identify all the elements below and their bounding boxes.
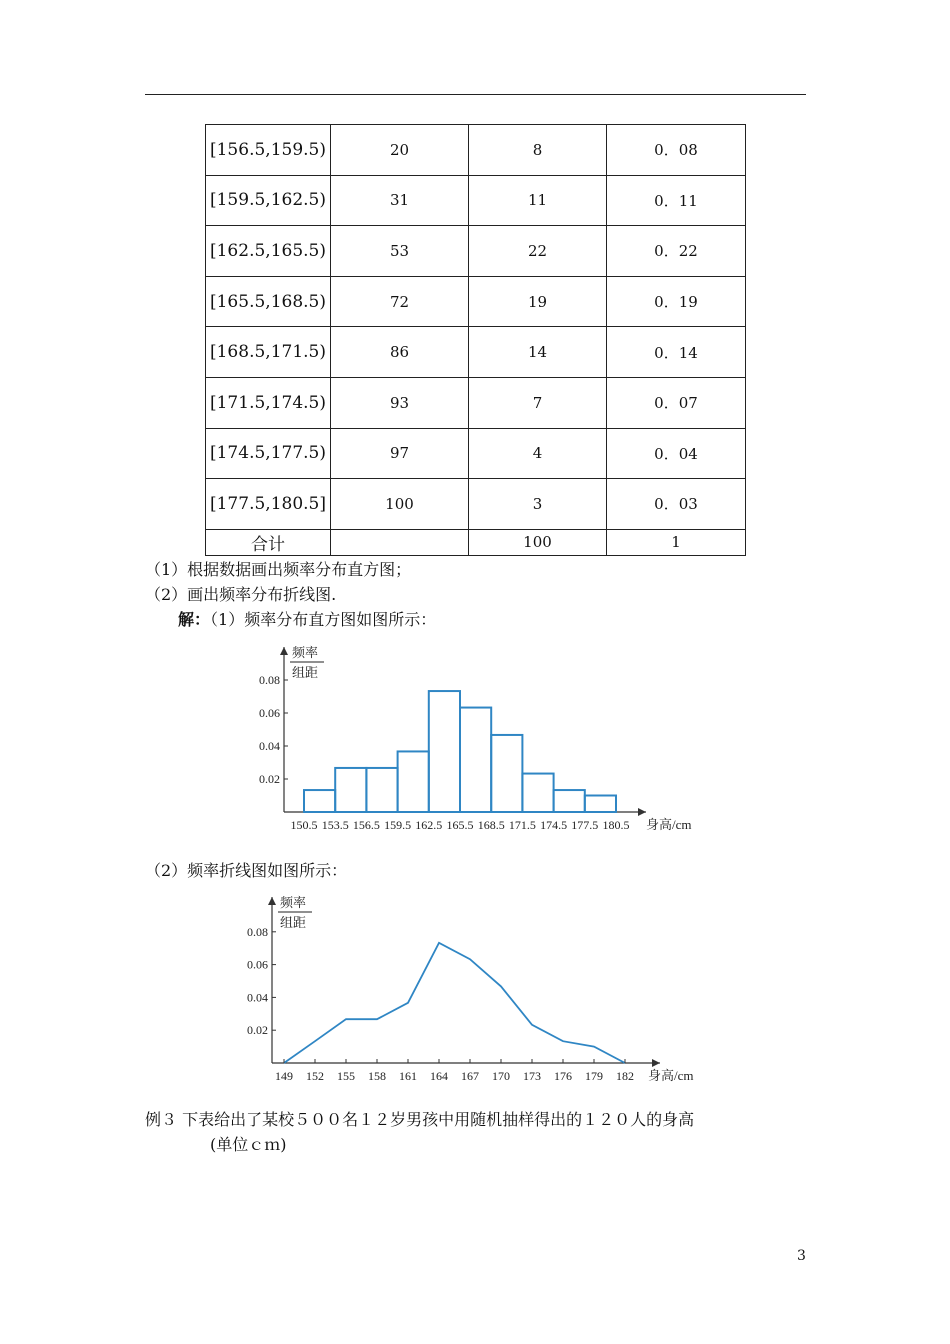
- cumulative-cell: 31: [331, 175, 469, 226]
- frequency-table: [205, 124, 746, 556]
- x-tick-label: 161: [399, 1069, 417, 1083]
- histogram-bar: [491, 735, 522, 812]
- frequency-cell: 19: [469, 276, 607, 327]
- rate-cell: 0．03: [607, 479, 746, 530]
- y-tick-label: 0.02: [259, 772, 280, 786]
- table-row: [206, 479, 746, 530]
- solution-1: [178, 607, 436, 630]
- frequency-cell: 3: [469, 479, 607, 530]
- x-axis-arrow: [638, 808, 646, 816]
- frequency-cell: 7: [469, 377, 607, 428]
- total-label-cell: 合计: [206, 529, 331, 555]
- cumulative-cell: 97: [331, 428, 469, 479]
- table-row: [206, 276, 746, 327]
- rate-cell: 0．11: [607, 175, 746, 226]
- x-tick-label: 170: [492, 1069, 510, 1083]
- x-tick-label: 153.5: [321, 818, 349, 832]
- cumulative-cell: 53: [331, 226, 469, 277]
- x-tick-label: 168.5: [477, 818, 505, 832]
- x-tick-label: 177.5: [571, 818, 599, 832]
- solution-label: 解：: [178, 610, 211, 629]
- total-cumulative-cell: [331, 529, 469, 555]
- x-tick-label: 176: [554, 1069, 572, 1083]
- interval-cell: [159.5,162.5): [206, 175, 331, 226]
- table-row: [206, 125, 746, 176]
- x-tick-label: 180.5: [602, 818, 630, 832]
- table-row: [206, 226, 746, 277]
- solution-1-text: （1）频率分布直方图如图所示：: [210, 610, 437, 629]
- frequency-polyline: [284, 943, 625, 1063]
- rate-cell: 0．07: [607, 377, 746, 428]
- frequency-cell: 14: [469, 327, 607, 378]
- interval-cell: [156.5,159.5): [206, 125, 331, 176]
- histogram-chart: [250, 635, 710, 840]
- rate-cell: 0．19: [607, 276, 746, 327]
- table-row: [206, 327, 746, 378]
- cumulative-cell: 93: [331, 377, 469, 428]
- y-tick-label: 0.08: [247, 924, 268, 939]
- histogram-bar: [522, 774, 553, 812]
- cumulative-cell: 20: [331, 125, 469, 176]
- interval-cell: [174.5,177.5): [206, 428, 331, 479]
- histogram-bar: [554, 790, 585, 812]
- x-tick-label: 150.5: [290, 818, 318, 832]
- frequency-cell: 8: [469, 125, 607, 176]
- x-tick-label: 155: [337, 1069, 355, 1083]
- line-chart: [240, 885, 710, 1090]
- frequency-cell: 4: [469, 428, 607, 479]
- x-tick-label: 167: [461, 1069, 479, 1083]
- frequency-cell: 11: [469, 175, 607, 226]
- y-label-bottom: 组距: [292, 665, 319, 680]
- interval-cell: [162.5,165.5): [206, 226, 331, 277]
- histogram-bar: [335, 768, 366, 812]
- x-tick-label: 174.5: [540, 818, 568, 832]
- question-2: （2）画出频率分布折线图.: [145, 585, 337, 604]
- frequency-cell: 22: [469, 226, 607, 277]
- histogram-bar: [398, 751, 429, 812]
- unit-note: (单位ｃｍ): [210, 1135, 287, 1154]
- y-tick-label: 0.06: [247, 957, 268, 972]
- x-tick-label: 156.5: [352, 818, 380, 832]
- interval-cell: [168.5,171.5): [206, 327, 331, 378]
- total-row: [206, 529, 746, 555]
- x-tick-label: 152: [306, 1069, 324, 1083]
- x-tick-label: 171.5: [508, 818, 536, 832]
- rate-cell: 0．08: [607, 125, 746, 176]
- page-number: 3: [797, 1248, 806, 1264]
- rate-cell: 0．22: [607, 226, 746, 277]
- x-tick-label: 162.5: [415, 818, 443, 832]
- total-rate-cell: 1: [607, 529, 746, 555]
- cumulative-cell: 72: [331, 276, 469, 327]
- example-3: 例３ 下表给出了某校５００名１２岁男孩中用随机抽样得出的１２０人的身高: [145, 1110, 695, 1129]
- y-tick-label: 0.04: [247, 990, 268, 1005]
- x-tick-label: 159.5: [384, 818, 412, 832]
- histogram-bar: [585, 796, 616, 813]
- rate-cell: 0．04: [607, 428, 746, 479]
- cumulative-cell: 100: [331, 479, 469, 530]
- cumulative-cell: 86: [331, 327, 469, 378]
- solution-2: （2）频率折线图如图所示：: [145, 861, 348, 880]
- x-tick-label: 164: [430, 1069, 448, 1083]
- histogram-bar: [304, 790, 335, 812]
- y-axis-arrow: [268, 897, 276, 905]
- x-axis-label: 身高/cm: [646, 817, 692, 832]
- x-axis-label: 身高/cm: [648, 1068, 694, 1083]
- table-row: [206, 428, 746, 479]
- x-tick-label: 182: [616, 1069, 634, 1083]
- question-1: （1）根据数据画出频率分布直方图；: [145, 560, 412, 579]
- interval-cell: [171.5,174.5): [206, 377, 331, 428]
- x-axis-arrow: [652, 1059, 660, 1067]
- interval-cell: [165.5,168.5): [206, 276, 331, 327]
- y-tick-label: 0.02: [247, 1023, 268, 1038]
- histogram-bar: [366, 768, 397, 812]
- total-frequency-cell: 100: [469, 529, 607, 555]
- y-label-top: 频率: [292, 645, 319, 660]
- header-rule: [145, 94, 806, 95]
- x-tick-label: 179: [585, 1069, 603, 1083]
- x-tick-label: 149: [275, 1069, 293, 1083]
- x-tick-label: 173: [523, 1069, 541, 1083]
- y-tick-label: 0.06: [259, 706, 280, 720]
- y-label-top: 频率: [280, 895, 307, 910]
- y-axis-arrow: [280, 647, 288, 655]
- x-tick-label: 158: [368, 1069, 386, 1083]
- table-row: [206, 377, 746, 428]
- interval-cell: [177.5,180.5]: [206, 479, 331, 530]
- y-tick-label: 0.04: [259, 739, 280, 753]
- table-row: [206, 175, 746, 226]
- histogram-bar: [460, 708, 491, 812]
- x-tick-label: 165.5: [446, 818, 474, 832]
- y-tick-label: 0.08: [259, 673, 280, 687]
- rate-cell: 0．14: [607, 327, 746, 378]
- histogram-bar: [429, 691, 460, 812]
- y-label-bottom: 组距: [280, 915, 307, 930]
